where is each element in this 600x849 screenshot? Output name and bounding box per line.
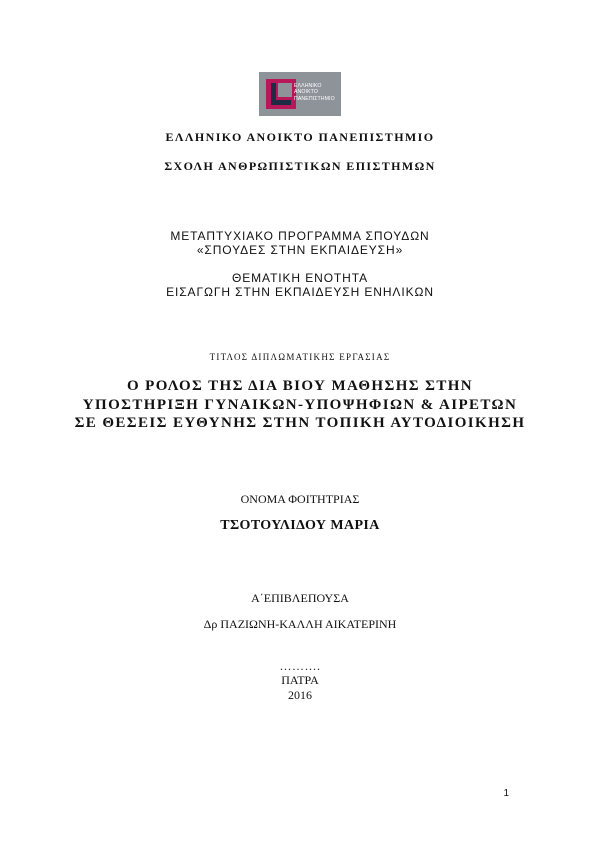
program-line-2: «ΣΠΟΥΔΕΣ ΣΤΗΝ ΕΚΠΑΙΔΕΥΣΗ» — [196, 243, 404, 257]
unit-line-2: ΕΙΣΑΓΩΓΗ ΣΤΗΝ ΕΚΠΑΙΔΕΥΣΗ ΕΝΗΛΙΚΩΝ — [166, 285, 434, 299]
city: ΠΑΤΡΑ — [281, 673, 319, 687]
unit-line-1: ΘΕΜΑΤΙΚΗ ΕΝΟΤΗΤΑ — [232, 271, 368, 285]
page-number: 1 — [503, 788, 509, 799]
school-name: ΣΧΟΛΗ ΑΝΘΡΩΠΙΣΤΙΚΩΝ ΕΠΙΣΤΗΜΩΝ — [164, 159, 436, 173]
logo-text-line: ΠΑΝΕΠΙΣΤΗΜΙΟ — [294, 95, 335, 102]
student-label: ΟΝΟΜΑ ΦΟΙΤΗΤΡΙΑΣ — [240, 492, 360, 506]
thesis-title-line-3: ΣΕ ΘΕΣΕΙΣ ΕΥΘΥΝΗΣ ΣΤΗΝ ΤΟΠΙΚΗ ΑΥΤΟΔΙΟΙΚΗΣΗ — [74, 415, 526, 431]
year: 2016 — [288, 688, 312, 702]
student-name: ΤΣΟΤΟΥΛΙΔΟΥ ΜΑΡΙΑ — [220, 518, 380, 533]
university-logo — [259, 72, 341, 116]
supervisor-name: Δρ ΠΑΖΙΩΝΗ-ΚΑΛΛΗ ΑΙΚΑΤΕΡΙΝΗ — [203, 617, 397, 631]
logo-text-line: ΑΝΟΙΚΤΟ — [294, 89, 318, 96]
logo-text-line: ΕΛΛΗΝΙΚΟ — [294, 83, 322, 89]
ellipsis-dots: ………. — [279, 659, 321, 673]
university-name: ΕΛΛΗΝΙΚΟ ΑΝΟΙΚΤΟ ΠΑΝΕΠΙΣΤΗΜΙΟ — [165, 130, 435, 144]
logo-mark-icon — [265, 78, 297, 110]
logo-text — [294, 83, 340, 102]
supervisor-label: Α΄ΕΠΙΒΛΕΠΟΥΣΑ — [251, 591, 349, 605]
thesis-title-label: ΤΙΤΛΟΣ ΔΙΠΛΩΜΑΤΙΚΗΣ ΕΡΓΑΣΙΑΣ — [209, 352, 391, 362]
thesis-title-line-1: Ο ΡΟΛΟΣ ΤΗΣ ΔΙΑ ΒΙΟΥ ΜΑΘΗΣΗΣ ΣΤΗΝ — [126, 378, 474, 394]
thesis-title-line-2: ΥΠΟΣΤΗΡΙΞΗ ΓΥΝΑΙΚΩΝ-ΥΠΟΨΗΦΙΩΝ & ΑΙΡΕΤΩΝ — [82, 397, 518, 413]
program-line-1: ΜΕΤΑΠΤΥΧΙΑΚΟ ΠΡΟΓΡΑΜΜΑ ΣΠΟΥΔΩΝ — [170, 229, 430, 243]
